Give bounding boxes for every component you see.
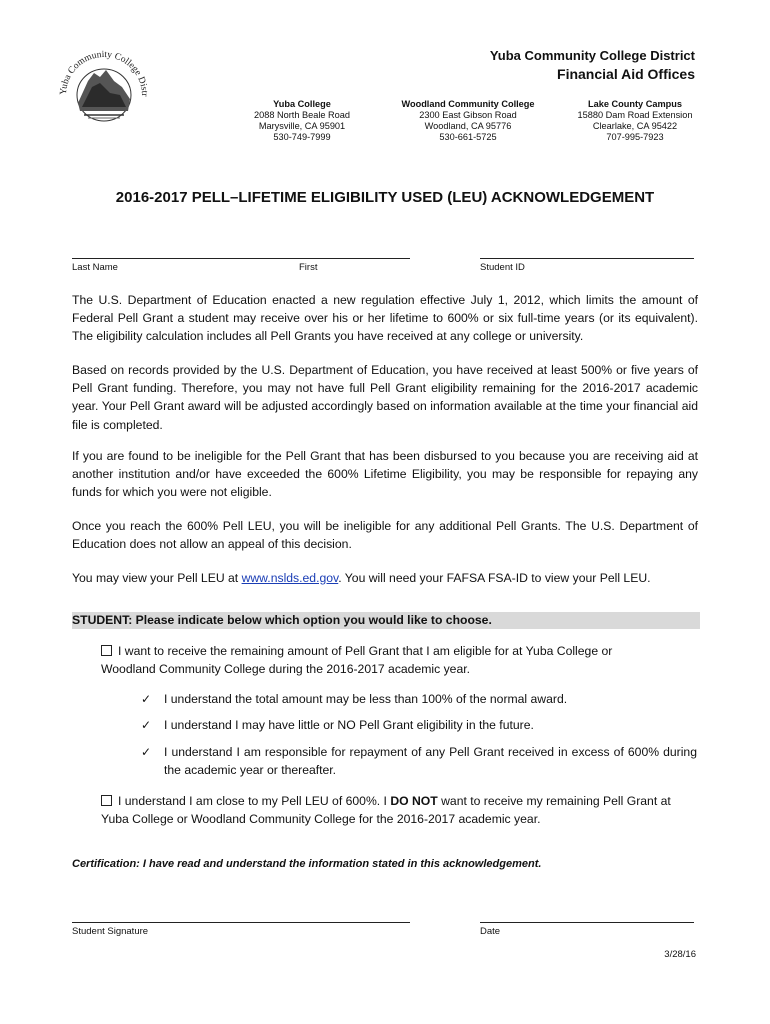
option-2-text-end: want to receive my remaining Pell Grant at Yuba College or Woodland Community College for the 2016-2017 academic year.: [101, 794, 671, 827]
paragraph-records: Based on records provided by the U.S. Department of Education, you have received at least 500% or five years of Pell Grant funding. Therefore, you may not have full Pell Grant eligibility remaining for the 2016-2017 academic year. Your Pell Grant award will be adjusted accordingly based on information available at the time your financial aid file is completed.: [72, 363, 698, 432]
header-title-block: [490, 47, 695, 83]
option-2-emphasis: DO NOT: [390, 794, 438, 808]
last-name-label: Last Name: [72, 262, 118, 273]
campus-lake-county: [550, 99, 720, 143]
name-field-line[interactable]: [72, 258, 410, 259]
student-instruction-bar: STUDENT: Please indicate below which option you would like to choose.: [72, 612, 700, 629]
certification-statement: Certification: I have read and understand the information stated in this acknowledgement.: [72, 858, 542, 870]
ack-text-3: I understand I am responsible for repayment of any Pell Grant received in excess of 600% during the academic year or thereafter.: [164, 745, 697, 778]
view-leu-text: You may view your Pell LEU at: [72, 571, 242, 585]
option-decline-remaining[interactable]: [101, 792, 691, 828]
student-id-field-line[interactable]: [480, 258, 694, 259]
ack-item-2: [141, 716, 697, 734]
option-1-text: I want to receive the remaining amount of Pell Grant that I am eligible for at Yuba College or Woodland Community College during the 2016-2017 academic year.: [101, 644, 613, 677]
nslds-link[interactable]: www.nslds.ed.gov: [241, 571, 339, 585]
campus-address: 2088 North Beale Road: [253, 110, 351, 120]
ack-item-3: [141, 743, 697, 779]
campus-city: Woodland, CA 95776: [424, 121, 512, 131]
campus-name: Woodland Community College: [401, 99, 535, 109]
view-leu-text-end: . You will need your FAFSA FSA-ID to view your Pell LEU.: [338, 571, 651, 585]
campus-yuba-college: [217, 99, 387, 143]
campus-city: Marysville, CA 95901: [258, 121, 346, 131]
district-logo: [54, 43, 152, 129]
option-receive-remaining[interactable]: [101, 642, 661, 678]
paragraph-regulation: The U.S. Department of Education enacted a new regulation effective July 1, 2012, which limits the amount of Federal Pell Grant a student may receive over his or her lifetime to 600% or six full-time years (or its equivalent). The eligibility calculation includes all Pell Grants you have received at any college or university.: [72, 293, 698, 344]
ack-text-2: I understand I may have little or NO Pell Grant eligibility in the future.: [164, 718, 534, 732]
campus-city: Clearlake, CA 95422: [592, 121, 678, 131]
campus-name: Yuba College: [273, 99, 331, 109]
campus-address: 15880 Dam Road Extension: [577, 110, 693, 120]
checkmark-icon: ✓: [141, 718, 152, 732]
campus-phone: 530-749-7999: [273, 132, 331, 142]
office-name: Financial Aid Offices: [557, 66, 695, 82]
date-field-line[interactable]: [480, 922, 694, 923]
revision-date: 3/28/16: [664, 949, 696, 960]
district-name: Yuba Community College District: [489, 48, 695, 63]
campus-phone: 530-661-5725: [439, 132, 497, 142]
date-label: Date: [480, 926, 501, 937]
campus-address: 2300 East Gibson Road: [419, 110, 517, 120]
document-title: 2016-2017 PELL–LIFETIME ELIGIBILITY USED (LEU) ACKNOWLEDGEMENT: [115, 189, 655, 206]
paragraph-view-leu: [72, 569, 698, 587]
ack-text-1: I understand the total amount may be less than 100% of the normal award.: [164, 692, 568, 706]
checkmark-icon: ✓: [141, 692, 152, 706]
campus-name: Lake County Campus: [588, 99, 682, 109]
svg-text:Yuba Community College Distric: Yuba Community College Distr: [58, 49, 150, 97]
campus-phone: 707-995-7923: [606, 132, 664, 142]
signature-field-line[interactable]: [72, 922, 410, 923]
first-name-label: First: [299, 262, 318, 273]
checkbox-option-1[interactable]: [101, 645, 112, 656]
paragraph-ineligible: If you are found to be ineligible for the Pell Grant that has been disbursed to you because you are receiving aid at another institution and/or have exceeded the 600% Lifetime Eligibility, you may be responsible for repaying any funds for which you were not eligible.: [72, 449, 698, 500]
option-2-text: I understand I am close to my Pell LEU of 600%. I: [118, 794, 391, 808]
student-signature-label: Student Signature: [72, 926, 149, 937]
paragraph-no-appeal: Once you reach the 600% Pell LEU, you will be ineligible for any additional Pell Grants. The U.S. Department of Education does not allow an appeal of this decision.: [72, 519, 698, 552]
checkbox-option-2[interactable]: [101, 795, 112, 806]
ack-item-1: [141, 690, 697, 708]
checkmark-icon: ✓: [141, 745, 152, 759]
student-id-label: Student ID: [480, 262, 525, 273]
campus-woodland: [383, 99, 553, 143]
logo-seal-icon: [54, 43, 152, 129]
